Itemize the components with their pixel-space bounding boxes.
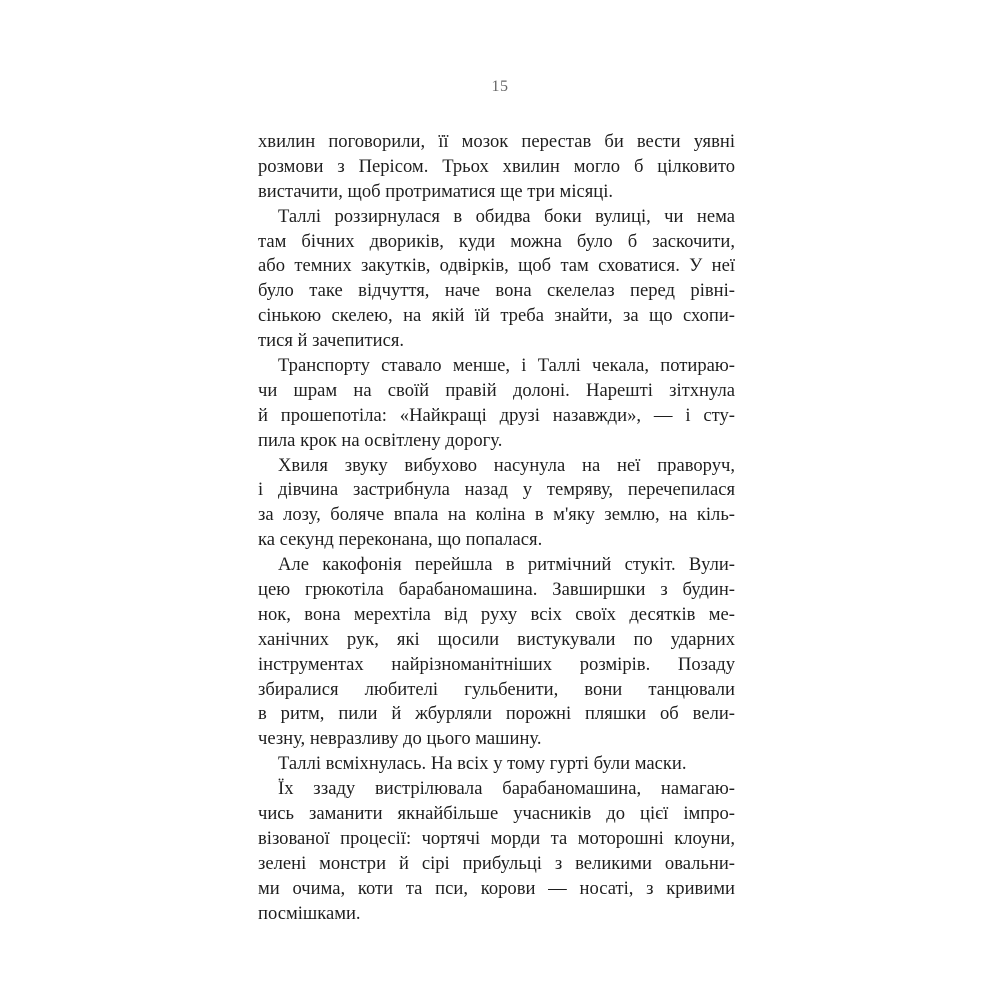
- text-line: цею грюкотіла барабаномашина. Завширшки з будин-: [258, 579, 735, 601]
- text-line: інструментах найрізноманітніших розмірів. Позаду: [258, 653, 735, 675]
- text-line: було таке відчуття, наче вона скелелаз перед рівні-: [258, 280, 735, 302]
- text-line: Хвиля звуку вибухово насунула на неї праворуч,: [278, 454, 735, 476]
- text-line: ханічних рук, які щосили вистукували по ударних: [258, 628, 735, 650]
- page-number: 15: [491, 78, 509, 95]
- text-line: ми очима, коти та пси, корови — носаті, з кривими: [258, 877, 735, 899]
- text-line: й прошепотіла: «Найкращі друзі назавжди», — і сту-: [258, 404, 735, 426]
- text-line: чи шрам на своїй правій долоні. Нарешті зітхнула: [258, 379, 735, 401]
- text-line: або темних закутків, одвірків, щоб там сховатися. У неї: [258, 255, 735, 277]
- body-text: [258, 130, 735, 927]
- text-line: чись заманити якнайбільше учасників до цієї імпро-: [258, 803, 735, 825]
- text-line: збиралися любителі гульбенити, вони танцювали: [258, 678, 735, 700]
- text-line: зелені монстри й сірі прибульці з великими овальни-: [258, 852, 735, 874]
- text-line: посмішками.: [258, 902, 361, 924]
- text-line: ка секунд переконана, що попалася.: [258, 529, 543, 551]
- text-line: візованої процесії: чортячі морди та моторошні клоуни,: [258, 827, 735, 849]
- text-line: сінькою скелею, на якій їй треба знайти, за що схопи-: [258, 305, 735, 327]
- text-line: тися й зачепитися.: [258, 330, 405, 352]
- text-line: розмови з Перісом. Трьох хвилин могло б цілковито: [258, 155, 735, 177]
- text-line: Таллі всміхнулась. На всіх у тому гурті були маски.: [278, 753, 687, 775]
- text-line: чезну, невразливу до цього машину.: [258, 728, 542, 750]
- text-line: і дівчина застрибнула назад у темряву, перечепилася: [258, 479, 735, 501]
- text-line: за лозу, боляче впала на коліна в м'яку землю, на кіль-: [258, 504, 735, 526]
- text-line: нок, вона мерехтіла від руху всіх своїх десятків ме-: [258, 603, 735, 625]
- text-line: пила крок на освітлену дорогу.: [258, 429, 503, 451]
- text-line: Таллі роззирнулася в обидва боки вулиці, чи нема: [278, 205, 735, 227]
- text-line: Їх ззаду вистрілювала барабаномашина, намагаю-: [278, 778, 735, 800]
- text-line: там бічних двориків, куди можна було б заскочити,: [258, 230, 735, 252]
- text-line: Але какофонія перейшла в ритмічний стукіт. Вули-: [278, 554, 735, 576]
- text-line: Транспорту ставало менше, і Таллі чекала, потираю-: [278, 355, 735, 377]
- text-line: в ритм, пили й жбурляли порожні пляшки об вели-: [258, 703, 735, 725]
- text-line: хвилин поговорили, її мозок перестав би вести уявні: [258, 131, 735, 152]
- text-line: вистачити, щоб протриматися ще три місяці.: [258, 180, 614, 202]
